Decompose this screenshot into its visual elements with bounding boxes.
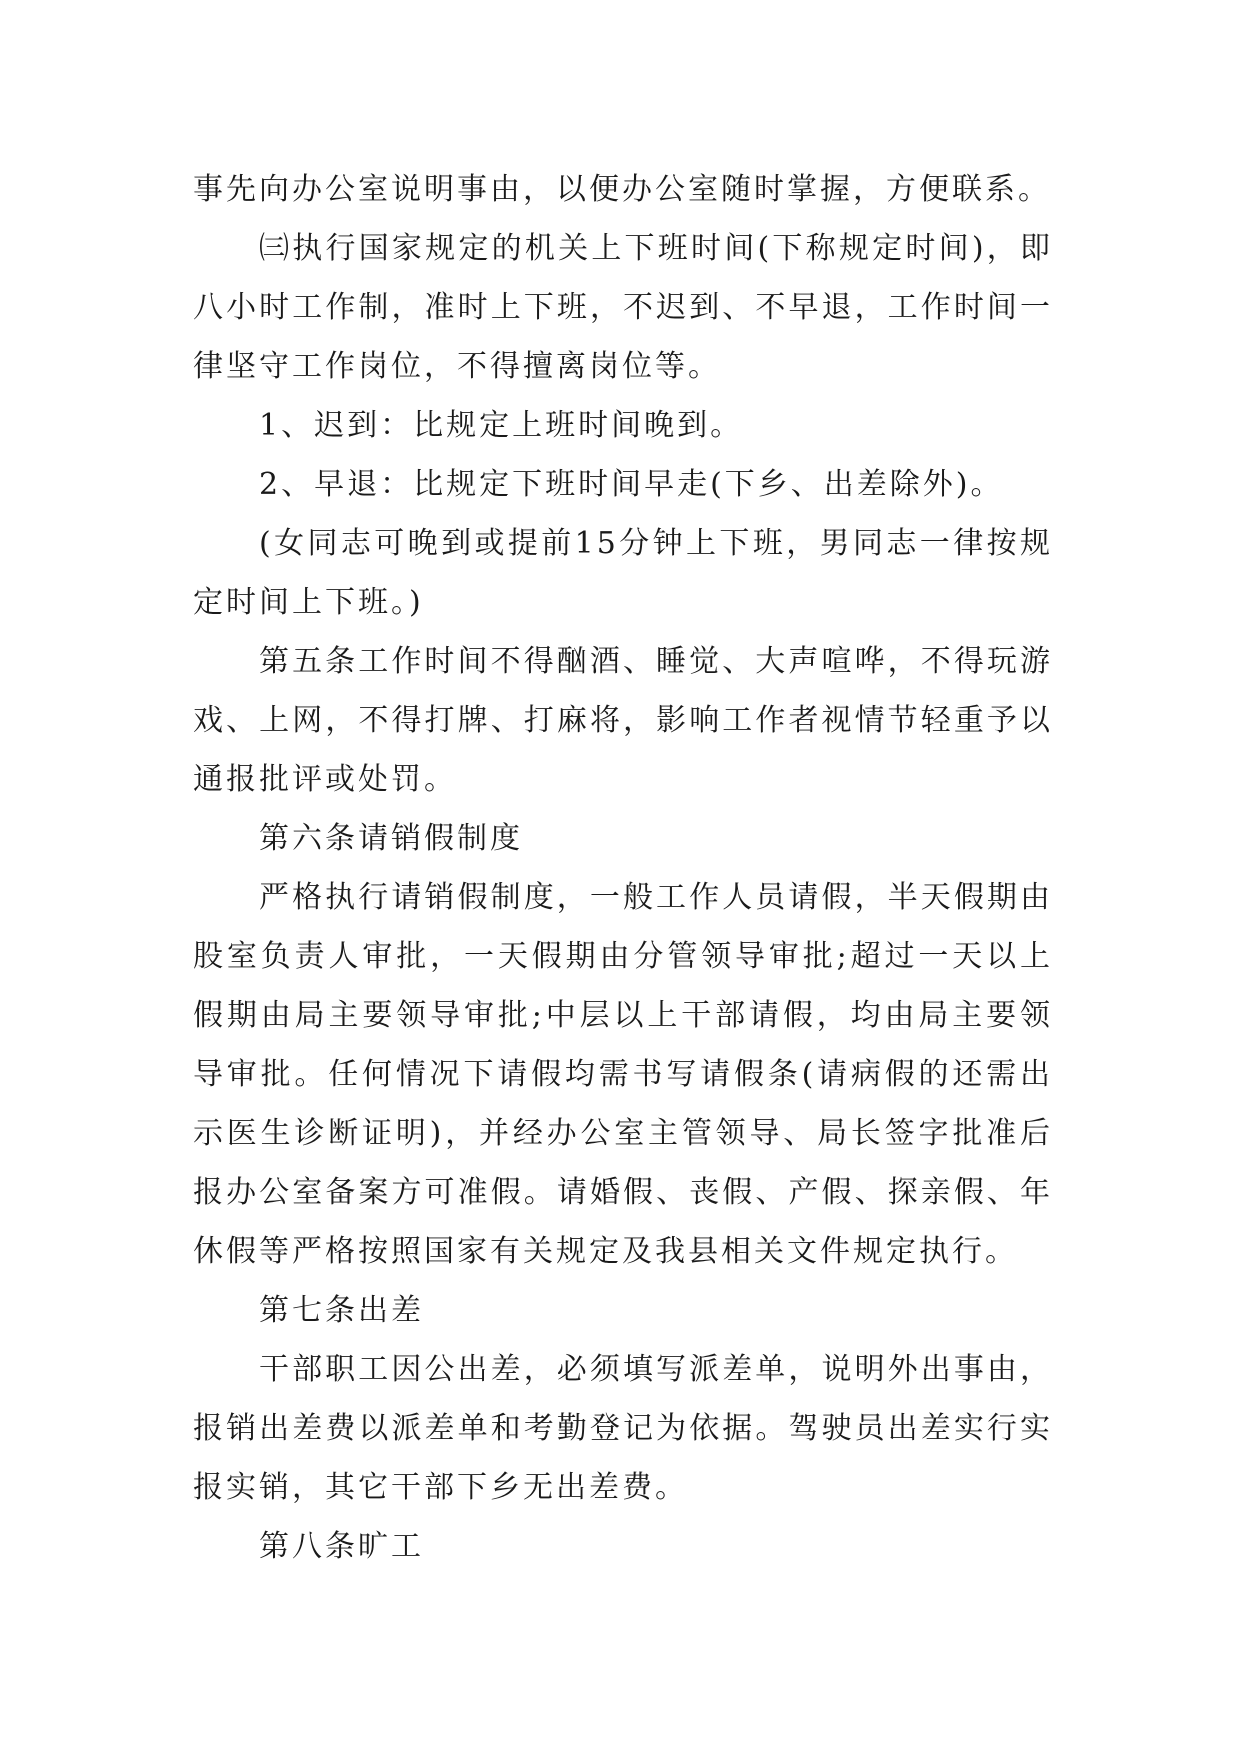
list-item: 1、迟到：比规定上班时间晚到。	[259, 408, 744, 443]
paragraph: 严格执行请销假制度，一般工作人员请假，半天假期由股室负责人审批，一天假期由分管领导审批;超过一天以上假期由局主要领导审批;中层以上干部请假，均由局主要领导审批。任何情况下请假均需书写请假条(请病假的还需出示医生诊断证明)，并经办公室主管领导、局长签字批准后报办公室备案方可准假。请婚假、丧假、产假、探亲假、年休假等严格按照国家有关规定及我县相关文件规定执行。	[193, 880, 1053, 1269]
article-heading: 第八条旷工	[259, 1529, 424, 1564]
paragraph: ㈢执行国家规定的机关上下班时间(下称规定时间)，即八小时工作制，准时上下班，不迟到、不早退，工作时间一律坚守工作岗位，不得擅离岗位等。	[193, 231, 1053, 384]
article-heading: 第六条请销假制度	[259, 821, 523, 856]
document-body	[193, 160, 1053, 1576]
paragraph: 干部职工因公出差，必须填写派差单，说明外出事由，报销出差费以派差单和考勤登记为依据。驾驶员出差实行实报实销，其它干部下乡无出差费。	[193, 1352, 1053, 1505]
note-paragraph: (女同志可晚到或提前15分钟上下班，男同志一律按规定时间上下班。)	[193, 526, 1053, 620]
article-heading: 第七条出差	[259, 1293, 424, 1328]
article-five: 第五条工作时间不得酗酒、睡觉、大声喧哗，不得玩游戏、上网，不得打牌、打麻将，影响工作者视情节轻重予以通报批评或处罚。	[193, 644, 1053, 797]
paragraph: 事先向办公室说明事由，以便办公室随时掌握，方便联系。	[193, 172, 1051, 207]
list-item: 2、早退：比规定下班时间早走(下乡、出差除外)。	[259, 467, 1004, 502]
